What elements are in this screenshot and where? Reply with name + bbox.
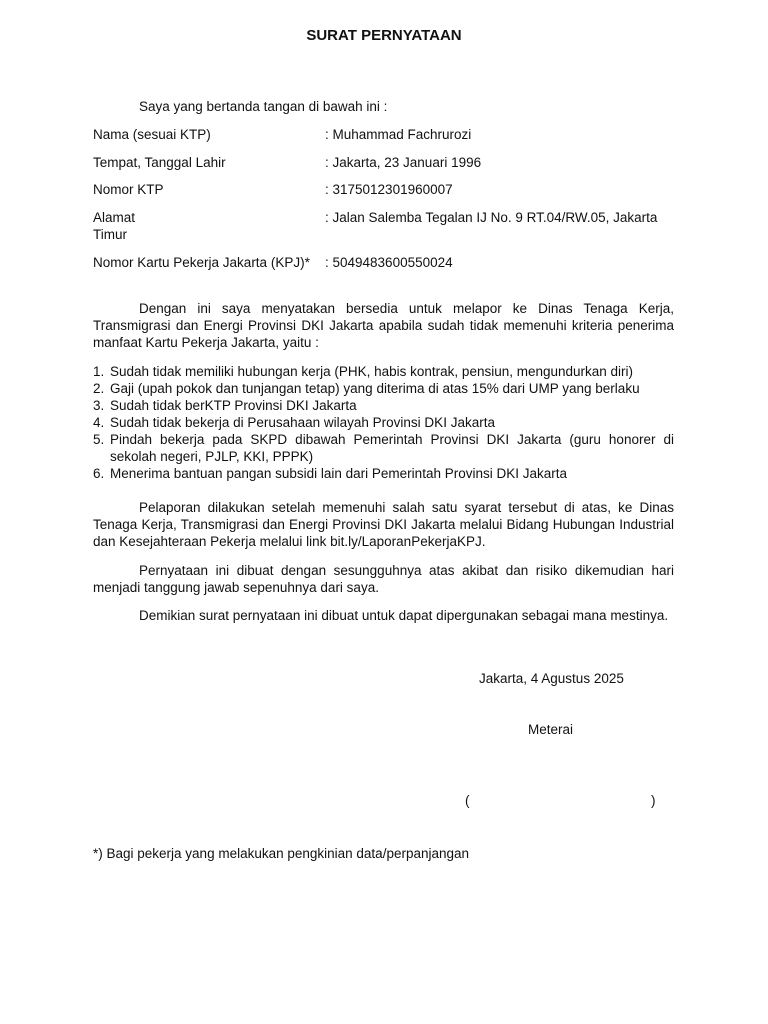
signature-place-date: Jakarta, 4 Agustus 2025: [479, 671, 624, 686]
list-item-text: Pindah bekerja pada SKPD dibawah Pemerintah Provinsi DKI Jakarta (guru honorer di sekolah negeri, PJLP, KKI, PPPK): [110, 432, 674, 464]
criteria-list: [93, 363, 674, 482]
list-item: [93, 465, 674, 482]
list-item-text: Sudah tidak bekerja di Perusahaan wilayah Provinsi DKI Jakarta: [110, 415, 495, 430]
list-item: [93, 414, 674, 431]
list-item-number: 6.: [93, 466, 105, 481]
signature-name-close-paren: ): [651, 793, 656, 808]
list-item: [93, 363, 674, 380]
document-title: SURAT PERNYATAAN: [306, 27, 462, 44]
list-item: [93, 431, 674, 465]
list-item-number: 2.: [93, 381, 105, 396]
signature-name-open-paren: (: [465, 793, 470, 808]
field-value-alamat-continuation: Timur: [93, 227, 127, 242]
list-item-text: Gaji (upah pokok dan tunjangan tetap) yang diterima di atas 15% dari UMP yang berlaku: [110, 381, 640, 396]
reporting-paragraph: Pelaporan dilakukan setelah memenuhi salah satu syarat tersebut di atas, ke Dinas Tenaga Kerja, Transmigrasi dan Energi Provinsi DKI Jakarta melalui Bidang Hubungan Industrial dan Kesejahteraan Pekerja melalui link bit.ly/LaporanPekerjaKPJ.: [93, 500, 674, 549]
footnote: *) Bagi pekerja yang melakukan pengkinian data/perpanjangan: [93, 846, 470, 861]
field-label-kpj: Nomor Kartu Pekerja Jakarta (KPJ)*: [93, 255, 310, 270]
field-label-nama: Nama (sesuai KTP): [93, 127, 211, 142]
intro-text: Saya yang bertanda tangan di bawah ini :: [139, 99, 388, 114]
list-item-number: 5.: [93, 432, 105, 447]
list-item-number: 1.: [93, 364, 105, 379]
list-item-text: Sudah tidak memiliki hubungan kerja (PHK, habis kontrak, pensiun, mengundurkan diri): [110, 364, 634, 379]
list-item: [93, 380, 674, 397]
field-value-ttl: : Jakarta, 23 Januari 1996: [325, 155, 482, 170]
list-item-text: Menerima bantuan pangan subsidi lain dari Pemerintah Provinsi DKI Jakarta: [110, 466, 567, 481]
list-item-number: 4.: [93, 415, 105, 430]
field-value-kpj: : 5049483600550024: [325, 255, 453, 270]
closing-paragraph: Demikian surat pernyataan ini dibuat untuk dapat dipergunakan sebagai mana mestinya.: [139, 608, 669, 623]
field-value-alamat: : Jalan Salemba Tegalan IJ No. 9 RT.04/RW.05, Jakarta: [325, 210, 658, 225]
field-label-alamat: Alamat: [93, 210, 136, 225]
field-label-ktp: Nomor KTP: [93, 182, 164, 197]
responsibility-paragraph: Pernyataan ini dibuat dengan sesungguhnya atas akibat dan risiko dikemudian hari menjadi tanggung jawab sepenuhnya dari saya.: [93, 563, 674, 595]
field-value-ktp: : 3175012301960007: [325, 182, 453, 197]
statement-paragraph: Dengan ini saya menyatakan bersedia untuk melapor ke Dinas Tenaga Kerja, Transmigrasi dan Energi Provinsi DKI Jakarta apabila sudah tidak memenuhi kriteria penerima manfaat Kartu Pekerja Jakarta, yaitu :: [93, 301, 674, 350]
list-item-number: 3.: [93, 398, 105, 413]
list-item-text: Sudah tidak berKTP Provinsi DKI Jakarta: [110, 398, 357, 413]
list-item: [93, 397, 674, 414]
field-value-nama: : Muhammad Fachrurozi: [325, 127, 472, 142]
stamp-duty-label: Meterai: [528, 722, 574, 737]
field-label-ttl: Tempat, Tanggal Lahir: [93, 155, 226, 170]
